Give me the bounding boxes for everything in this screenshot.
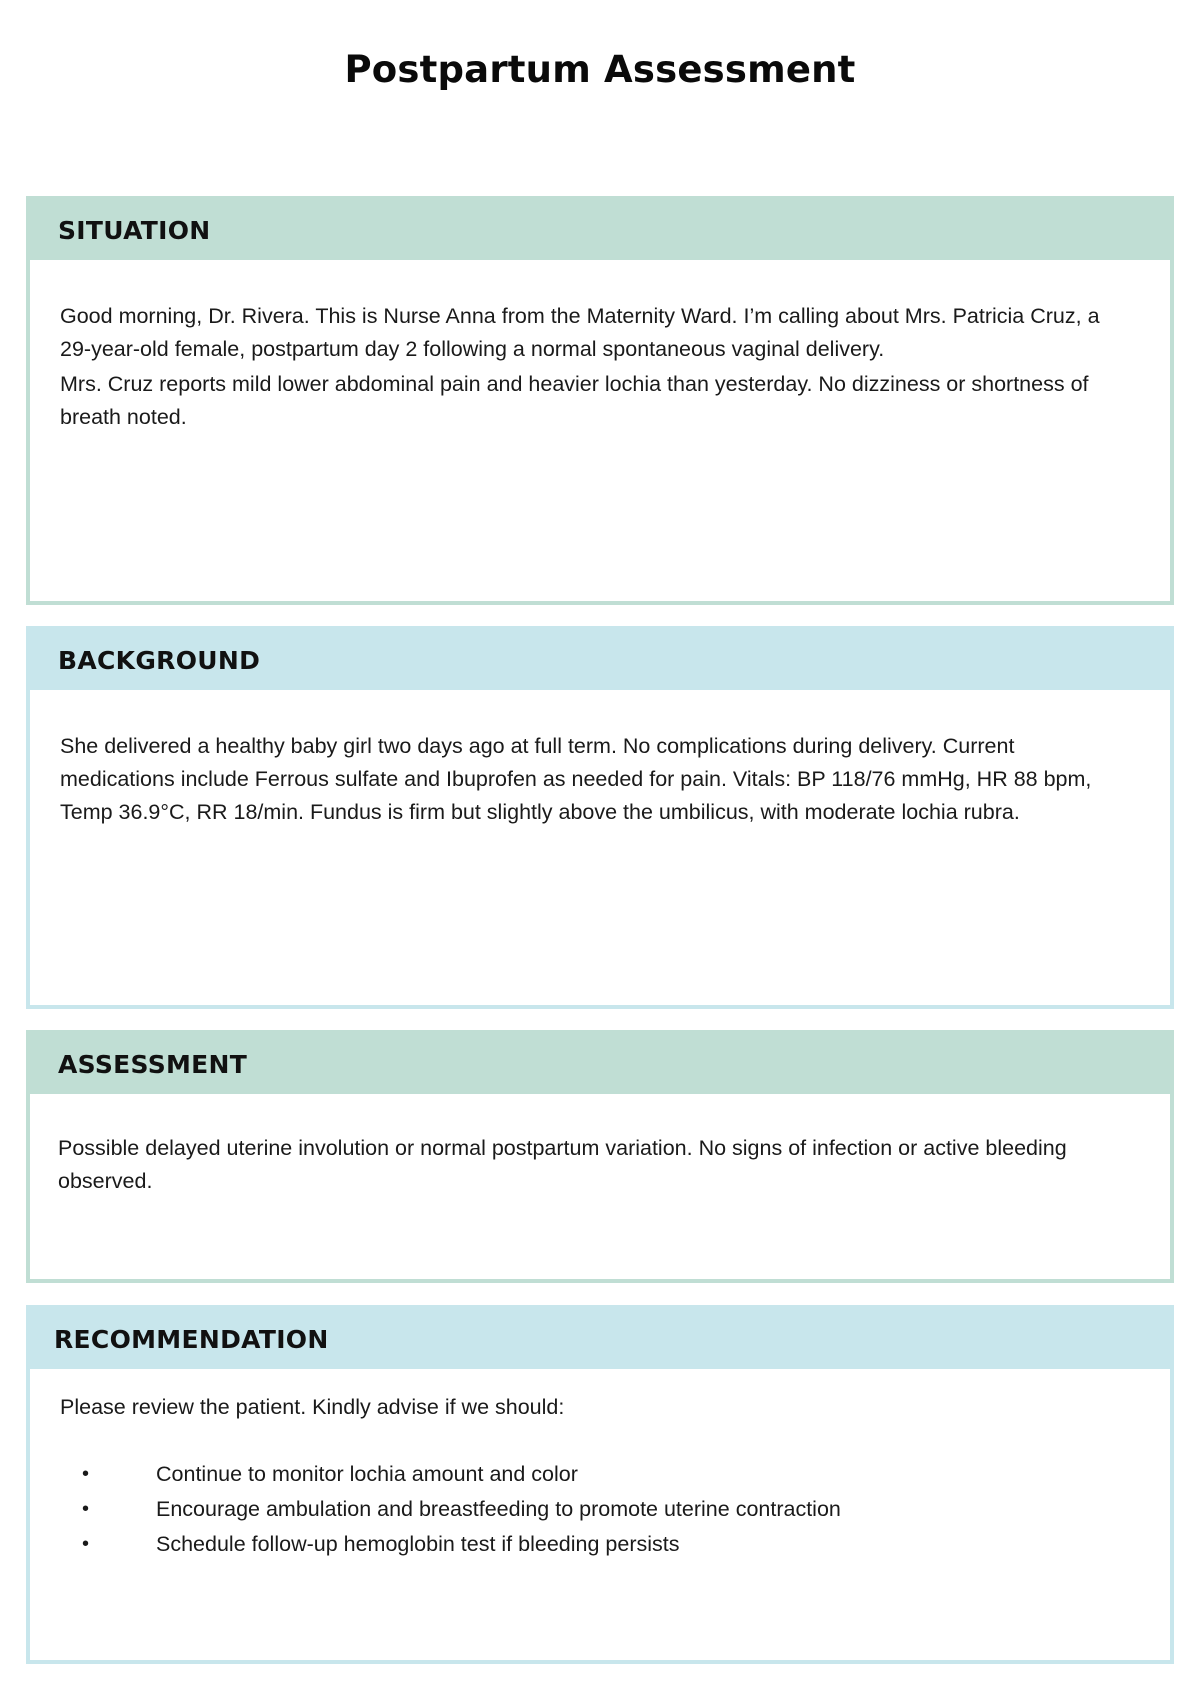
background-section bbox=[26, 626, 1174, 1009]
situation-heading: SITUATION bbox=[30, 200, 1170, 260]
bullet-icon: • bbox=[82, 1533, 90, 1555]
recommendation-intro: Please review the patient. Kindly advise if we should: bbox=[60, 1395, 565, 1419]
background-paragraph: She delivered a healthy baby girl two days ago at full term. No complications during delivery. Current medications include Ferrous sulfate and Ibuprofen as needed for pain. Vitals: BP 118/76 mmHg, HR 88 bpm, Temp 36.9°C, RR 18/min. Fundus is firm but slightly above the umbilicus, with moderate lochia rubra. bbox=[60, 734, 1092, 824]
assessment-body bbox=[30, 1094, 1170, 1198]
situation-body bbox=[30, 260, 1170, 434]
list-item bbox=[60, 1527, 1114, 1562]
assessment-heading: ASSESSMENT bbox=[30, 1034, 1170, 1094]
bullet-icon: • bbox=[82, 1498, 90, 1520]
page-title: Postpartum Assessment bbox=[344, 48, 856, 91]
situation-paragraph-2: Mrs. Cruz reports mild lower abdominal pain and heavier lochia than yesterday. No dizziness or shortness of breath noted. bbox=[60, 372, 1089, 429]
situation-paragraph-1: Good morning, Dr. Rivera. This is Nurse Anna from the Maternity Ward. I’m calling about Mrs. Patricia Cruz, a 29-year-old female, postpartum day 2 following a normal spontaneous vaginal delivery. bbox=[60, 304, 1100, 361]
list-item-text: Continue to monitor lochia amount and color bbox=[156, 1462, 578, 1486]
list-item bbox=[60, 1492, 1114, 1527]
bullet-icon: • bbox=[82, 1463, 90, 1485]
assessment-section bbox=[26, 1030, 1174, 1283]
situation-section bbox=[26, 196, 1174, 605]
background-heading: BACKGROUND bbox=[30, 630, 1170, 690]
list-item-text: Schedule follow-up hemoglobin test if bleeding persists bbox=[156, 1532, 680, 1556]
list-item bbox=[60, 1457, 1114, 1492]
recommendation-section bbox=[26, 1305, 1174, 1664]
background-body bbox=[30, 690, 1170, 829]
recommendation-heading: RECOMMENDATION bbox=[30, 1309, 1170, 1369]
recommendation-body bbox=[30, 1369, 1170, 1562]
assessment-paragraph: Possible delayed uterine involution or normal postpartum variation. No signs of infection or active bleeding observed. bbox=[58, 1136, 1067, 1193]
recommendation-list bbox=[60, 1457, 1114, 1562]
list-item-text: Encourage ambulation and breastfeeding to promote uterine contraction bbox=[156, 1497, 841, 1521]
